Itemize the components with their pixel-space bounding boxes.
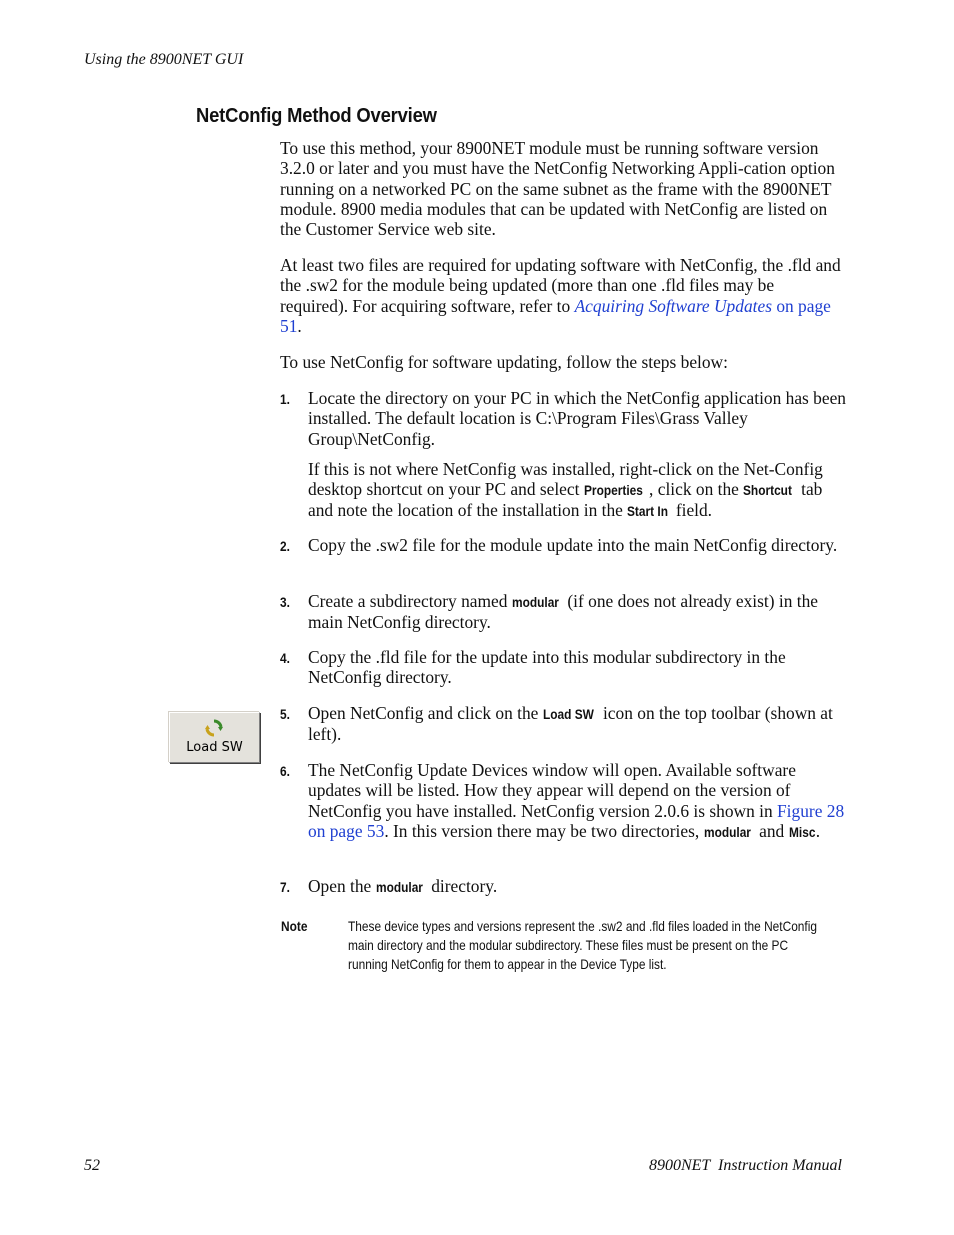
step-4 <box>280 647 846 688</box>
modular-ui-term: modular <box>703 823 751 840</box>
step-1-subparagraph <box>308 459 846 522</box>
shortcut-ui-term: Shortcut <box>743 482 793 499</box>
text: and <box>754 820 789 841</box>
running-head: Using the 8900NET GUI <box>84 51 244 68</box>
text: icon on the top toolbar (shown at left). <box>308 703 833 745</box>
step-1 <box>280 388 846 522</box>
text: directory. <box>426 876 498 896</box>
text: , click on the <box>649 479 744 500</box>
step-number: 4. <box>280 650 290 666</box>
step-text: Copy the .fld file for the update into this modular subdirectory in the NetConfig directory. <box>308 647 786 688</box>
step-number: 6. <box>280 763 290 779</box>
step-text: Copy the .sw2 file for the module update into the main NetConfig directory. <box>308 535 838 555</box>
step-number: 2. <box>280 538 290 554</box>
step-number: 7. <box>280 879 290 895</box>
text: If this is not where NetConfig was installed, right-click on the Net-Config desktop shortcut on your PC and select <box>308 458 823 500</box>
acquiring-software-link-page: on page 51 <box>280 295 831 336</box>
page-number: 52 <box>84 1157 100 1174</box>
figure-28-link[interactable]: Figure 28 on page 53 <box>308 800 845 841</box>
step-text <box>308 876 846 897</box>
load-sw-label: Load SW <box>186 740 243 755</box>
step-3 <box>280 591 846 633</box>
intro-paragraph: To use this method, your 8900NET module must be running software version 3.2.0 or later and you must have the NetConfig Networking Appli-cation option running on a networked PC on the same subnet as the frame with the 8900NET module. 8900 media modules that can be updated with NetConfig are listed on the Customer Service web site. <box>280 138 835 240</box>
misc-ui-term: Misc <box>788 823 816 840</box>
modular-ui-term: modular <box>511 594 559 610</box>
step-text: Locate the directory on your PC in which the NetConfig application has been installed. The default location is C:\Program Files\Grass Valley Group\NetConfig. <box>308 388 846 449</box>
modular-ui-term: modular <box>375 879 423 895</box>
note-label: Note <box>281 918 308 934</box>
step-number: 3. <box>280 594 290 610</box>
step-5 <box>280 703 846 745</box>
step-6 <box>280 760 846 842</box>
text: (if one does not already exist) in the main NetConfig directory. <box>308 591 818 633</box>
section-title: NetConfig Method Overview <box>196 105 437 127</box>
step-number: 5. <box>280 706 290 722</box>
step-text <box>308 760 846 842</box>
text: . <box>815 820 821 841</box>
text: The NetConfig Update Devices window will open. Available software updates will be listed. How they appear will depend on the version of NetConfig you have installed. NetConfig version 2.0.6 is shown in <box>308 760 796 821</box>
step-text <box>308 591 846 633</box>
load-sw-button[interactable] <box>169 712 260 763</box>
manual-title: 8900NET Instruction Manual <box>648 1157 842 1174</box>
note-text: These device types and versions represent the .sw2 and .fld files loaded in the NetConfig main directory and the modular subdirectory. These files must be present on the PC running NetConfig for them to appear in the Device Type list. <box>348 918 818 972</box>
step-7 <box>280 876 846 897</box>
load-sw-refresh-icon <box>205 719 223 737</box>
text: field. <box>671 500 713 521</box>
text: . In this version there may be two directories, <box>384 820 704 841</box>
text: Open NetConfig and click on the <box>308 703 543 723</box>
step-number: 1. <box>280 391 290 407</box>
files-paragraph <box>280 255 846 336</box>
text: Open the <box>308 876 376 896</box>
files-paragraph-text: At least two files are required for updating software with NetConfig, the .fld and the .sw2 for the module being updated (more than one .fld files may be required). For acquiring software, refer to <box>280 255 841 316</box>
files-paragraph-end: . <box>297 315 302 336</box>
properties-ui-term: Properties <box>583 482 643 499</box>
text: Create a subdirectory named <box>308 591 512 611</box>
start-in-ui-term: Start In <box>627 503 669 520</box>
steps-intro: To use NetConfig for software updating, follow the steps below: <box>280 352 728 372</box>
step-2 <box>280 535 846 555</box>
step-text <box>308 703 846 745</box>
acquiring-software-link-title: Acquiring Software Updates <box>574 295 772 316</box>
load-sw-ui-term: Load SW <box>542 706 594 722</box>
text: tab and note the location of the installation in the <box>308 479 823 521</box>
